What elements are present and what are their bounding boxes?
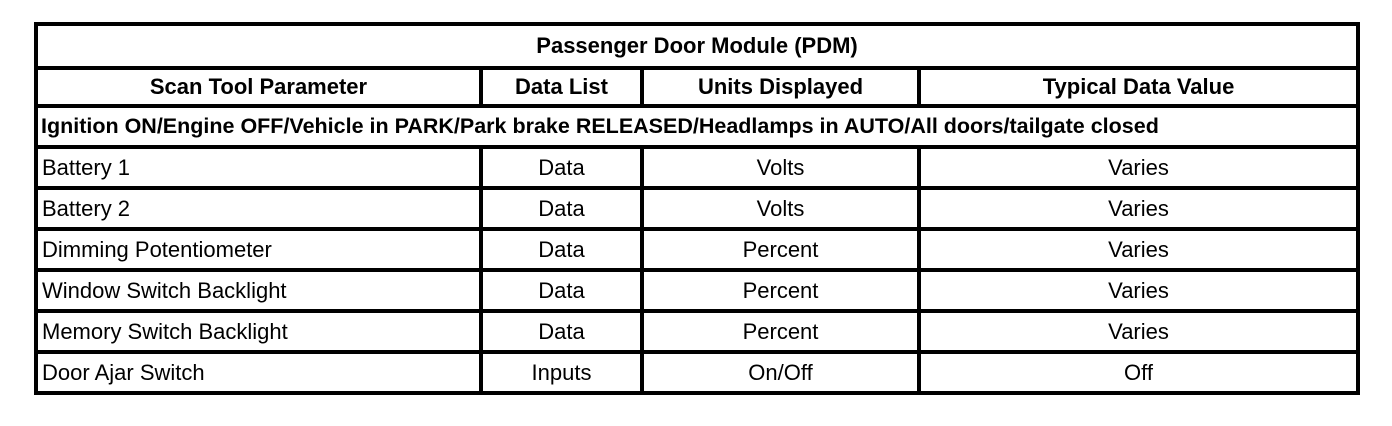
cell-units: Volts [642,147,919,188]
cell-units: On/Off [642,352,919,393]
cell-typical-value: Off [919,352,1358,393]
column-header-data-list: Data List [481,68,642,106]
table-title: Passenger Door Module (PDM) [36,24,1358,68]
table-row [36,270,1358,311]
table-row [36,352,1358,393]
cell-parameter: Memory Switch Backlight [36,311,481,352]
cell-parameter: Dimming Potentiometer [36,229,481,270]
cell-typical-value: Varies [919,147,1358,188]
cell-data-list: Data [481,311,642,352]
table-row [36,188,1358,229]
cell-data-list: Data [481,188,642,229]
cell-units: Volts [642,188,919,229]
table-row [36,311,1358,352]
cell-typical-value: Varies [919,188,1358,229]
table-header-row [36,68,1358,106]
cell-data-list: Data [481,229,642,270]
column-header-units-displayed: Units Displayed [642,68,919,106]
pdm-parameter-table [34,22,1360,395]
cell-parameter: Battery 1 [36,147,481,188]
cell-typical-value: Varies [919,311,1358,352]
table-title-row [36,24,1358,68]
cell-units: Percent [642,229,919,270]
cell-data-list: Inputs [481,352,642,393]
cell-data-list: Data [481,270,642,311]
table-row [36,229,1358,270]
column-header-scan-tool-parameter: Scan Tool Parameter [36,68,481,106]
cell-units: Percent [642,270,919,311]
cell-parameter: Window Switch Backlight [36,270,481,311]
column-header-typical-data-value: Typical Data Value [919,68,1358,106]
cell-units: Percent [642,311,919,352]
cell-typical-value: Varies [919,270,1358,311]
test-condition-text: Ignition ON/Engine OFF/Vehicle in PARK/Park brake RELEASED/Headlamps in AUTO/All doors/tailgate closed [36,106,1358,147]
cell-parameter: Battery 2 [36,188,481,229]
table-row [36,147,1358,188]
test-condition-row [36,106,1358,147]
cell-data-list: Data [481,147,642,188]
cell-parameter: Door Ajar Switch [36,352,481,393]
cell-typical-value: Varies [919,229,1358,270]
